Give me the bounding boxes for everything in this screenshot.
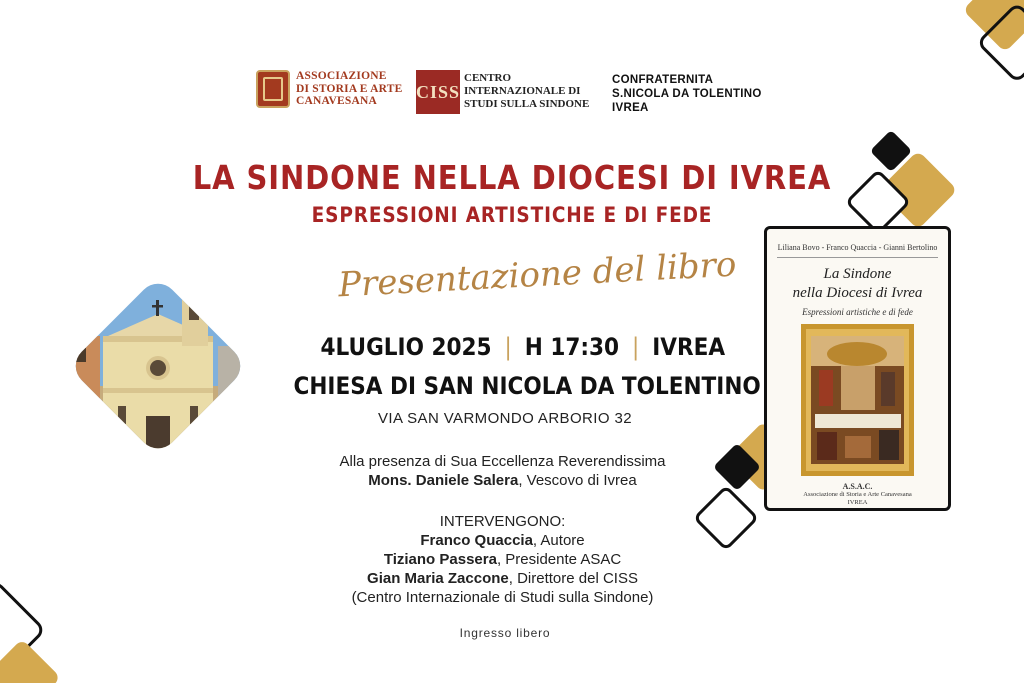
asac-logo bbox=[256, 66, 406, 112]
book-title: La Sindone nella Diocesi di Ivrea bbox=[792, 266, 923, 301]
book-subtitle: Espressioni artistiche e di fede bbox=[802, 307, 913, 317]
book-publisher: A.S.A.C. Associazione di Storia e Arte Canavesana IVREA bbox=[803, 482, 912, 506]
shroud-painting-image bbox=[801, 324, 914, 476]
ciss-name: CENTRO INTERNAZIONALE DI STUDI SULLA SINDONE bbox=[464, 72, 590, 110]
ciss-emblem-icon: CISS bbox=[416, 70, 460, 114]
ciss-note: (Centro Internazionale di Studi sulla Sindone) bbox=[351, 589, 654, 606]
separator: | bbox=[504, 333, 512, 361]
page-subtitle: ESPRESSIONI ARTISTICHE E DI FEDE bbox=[311, 203, 713, 227]
speakers-heading: INTERVENGONO: bbox=[439, 513, 566, 530]
event-city: IVREA bbox=[652, 333, 726, 361]
ciss-logo bbox=[416, 70, 606, 116]
asac-name: ASSOCIAZIONE DI STORIA E ARTE CANAVESANA bbox=[296, 70, 403, 107]
divider bbox=[777, 257, 938, 258]
book-cover bbox=[764, 226, 951, 511]
event-time: H 17:30 bbox=[524, 333, 620, 361]
entry-note: Ingresso libero bbox=[459, 626, 551, 640]
script-heading: Presentazione del libro bbox=[337, 244, 738, 306]
speaker-item: Franco Quaccia, Autore bbox=[420, 532, 585, 549]
page-title: LA SINDONE NELLA DIOCESI DI IVREA bbox=[192, 158, 832, 197]
event-venue: CHIESA DI SAN NICOLA DA TOLENTINO bbox=[293, 372, 761, 400]
church-photo bbox=[68, 276, 248, 456]
bishop-name: Mons. Daniele Salera bbox=[368, 472, 519, 489]
event-datetime bbox=[320, 333, 726, 361]
event-date: 4LUGLIO 2025 bbox=[320, 333, 492, 361]
book-authors: Liliana Bovo - Franco Quaccia - Gianni Bertolino bbox=[777, 243, 938, 252]
bishop-line: Mons. Daniele Salera, Vescovo di Ivrea bbox=[368, 472, 637, 489]
confraternita-logo: CONFRATERNITA S.NICOLA DA TOLENTINO IVREA bbox=[612, 74, 762, 114]
event-address: VIA SAN VARMONDO ARBORIO 32 bbox=[378, 410, 632, 427]
presence-block bbox=[250, 452, 755, 490]
separator: | bbox=[632, 333, 640, 361]
speaker-item: Gian Maria Zaccone, Direttore del CISS bbox=[367, 570, 638, 587]
asac-emblem-icon bbox=[256, 70, 290, 108]
speakers-block bbox=[250, 512, 755, 607]
speaker-item: Tiziano Passera, Presidente ASAC bbox=[383, 551, 622, 568]
presence-line: Alla presenza di Sua Eccellenza Reverendissima bbox=[339, 453, 666, 470]
